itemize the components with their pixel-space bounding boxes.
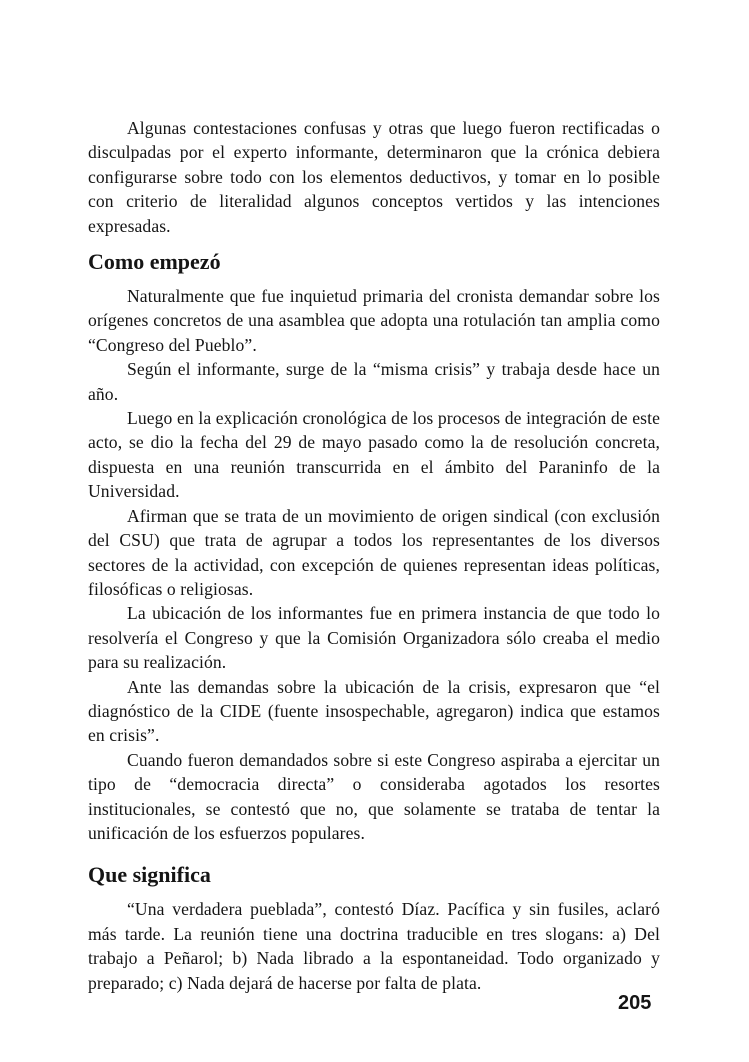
- page-body: [88, 116, 660, 995]
- section2-paragraph: “Una verdadera pueblada”, contestó Díaz. Pacífica y sin fusiles, aclaró más tarde. La reunión tiene una doctrina traducible en tres slogans: a) Del trabajo a Peñarol; b) Nada librado a la espontaneidad. Todo organizado y preparado; c) Nada dejará de hacerse por falta de plata.: [88, 899, 660, 993]
- section1-paragraph: Ante las demandas sobre la ubicación de la crisis, expresaron que “el diagnóstico de la CIDE (fuente insospechable, agregaron) indica que estamos en crisis”.: [88, 676, 660, 746]
- section1-paragraph: Cuando fueron demandados sobre si este Congreso aspiraba a ejercitar un tipo de “democracia directa” o consideraba agotados los resortes institucionales, se contestó que no, que solamente se trataba de tentar la unificación de los esfuerzos populares.: [88, 749, 660, 843]
- section1-paragraph: Luego en la explicación cronológica de los procesos de integración de este acto, se dio la fecha del 29 de mayo pasado como la de resolución concreta, dispuesta en una reunión transcurrida en el ámbito del Paraninfo de la Universidad.: [88, 408, 660, 502]
- intro-paragraph: Algunas contestaciones confusas y otras que luego fueron rectificadas o disculpadas por el experto informante, determinaron que la crónica debiera configurarse sobre todo con los elementos deductivos, y tomar en lo posible con criterio de literalidad algunos conceptos vertidos y las intenciones expresadas.: [88, 118, 660, 236]
- section1-paragraph: Según el informante, surge de la “misma crisis” y trabaja desde hace un año.: [88, 359, 660, 404]
- section-heading-que-significa: Que significa: [88, 862, 211, 888]
- section1-paragraph: Naturalmente que fue inquietud primaria del cronista demandar sobre los orígenes concretos de una asamblea que adopta una rotulación tan amplia como “Congreso del Pueblo”.: [88, 286, 660, 355]
- section1-paragraph: Afirman que se trata de un movimiento de origen sindical (con exclusión del CSU) que trata de agrupar a todos los representantes de los diversos sectores de la actividad, con excepción de quienes representan ideas políticas, filosóficas o religiosas.: [88, 505, 660, 599]
- section-heading-como-empezo: Como empezó: [88, 249, 221, 275]
- section1-paragraph: La ubicación de los informantes fue en primera instancia de que todo lo resolvería el Congreso y que la Comisión Organizadora sólo creaba el medio para su realización.: [88, 603, 660, 673]
- page-number: 205: [618, 992, 652, 1014]
